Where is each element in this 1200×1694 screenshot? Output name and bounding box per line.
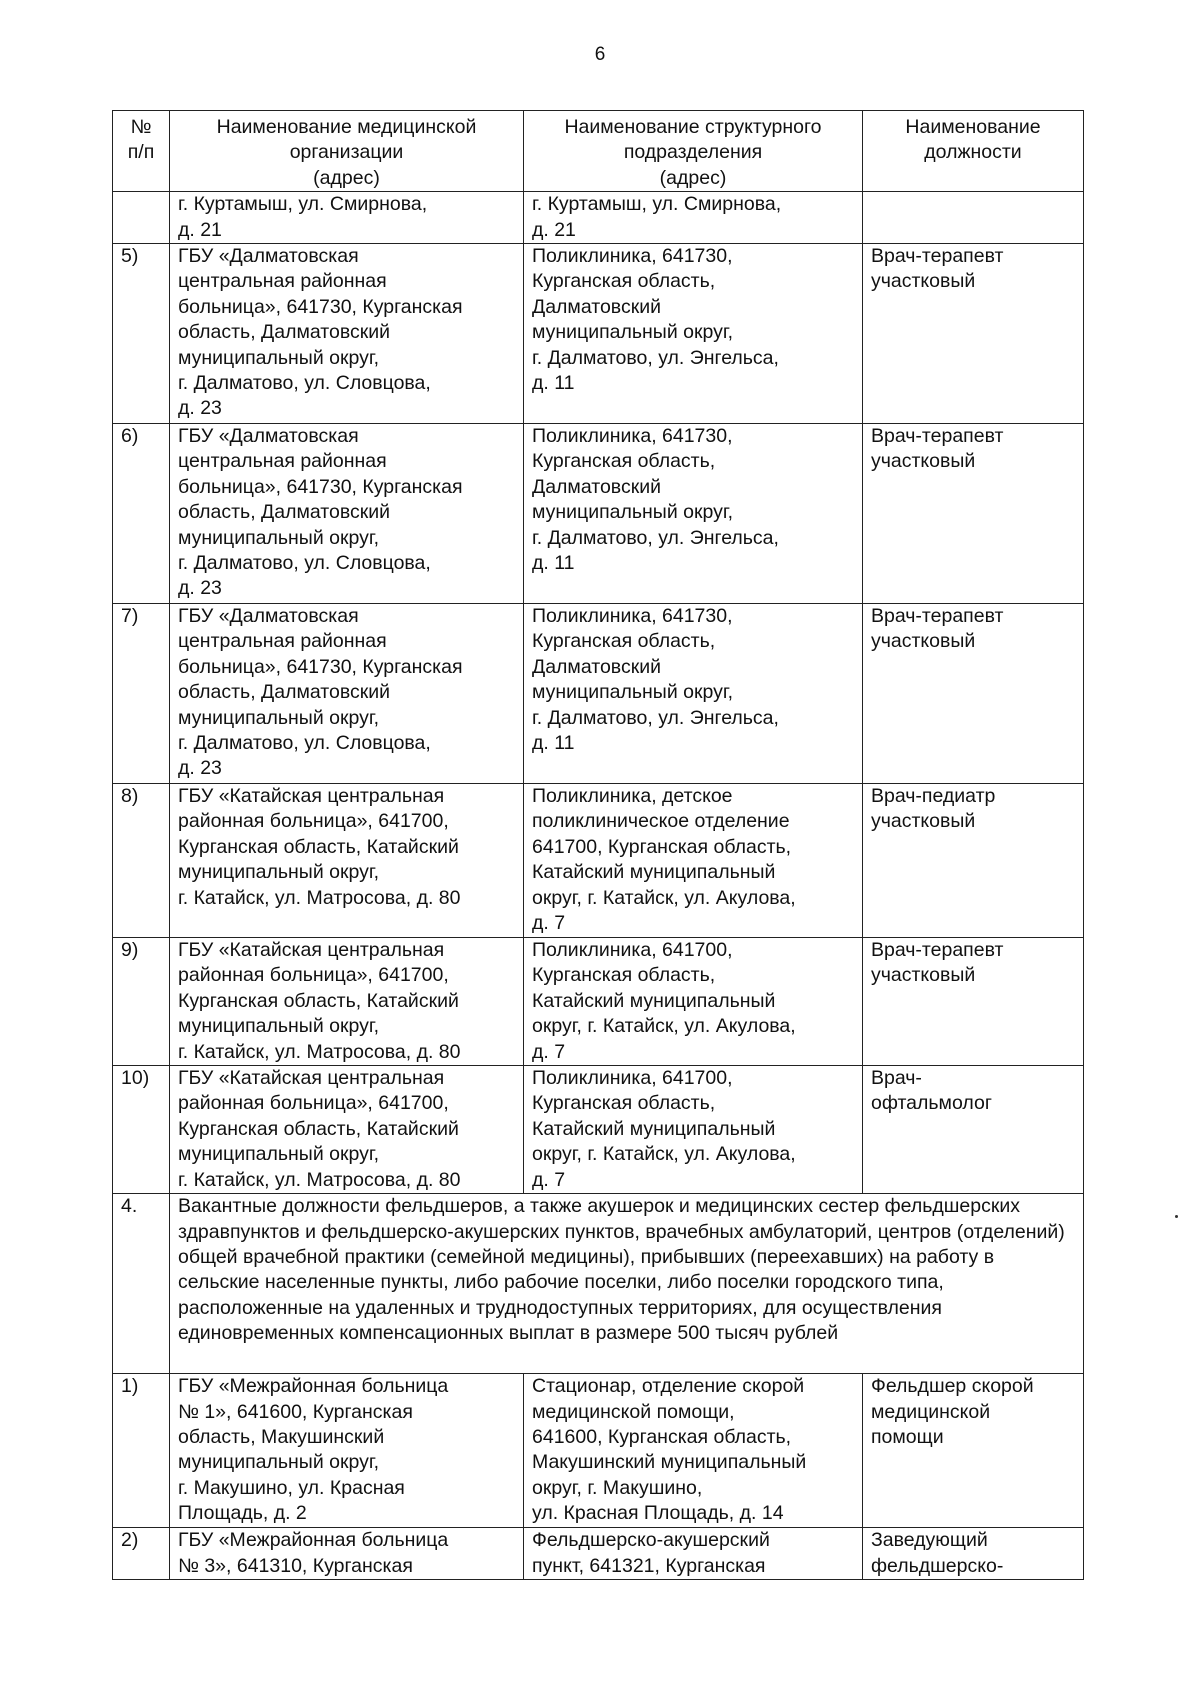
row-num: 6): [113, 424, 170, 604]
scan-speck: [1175, 1215, 1178, 1218]
row-num: 10): [113, 1066, 170, 1194]
table-row: [113, 604, 1084, 784]
row-position: Фельдшер скорой медицинской помощи: [863, 1374, 1084, 1528]
row-position: Врач-терапевт участковый: [863, 604, 1084, 784]
table-row: [113, 1066, 1084, 1194]
row-num: 7): [113, 604, 170, 784]
row-num: 9): [113, 938, 170, 1066]
row-num: [113, 192, 170, 244]
row-position: Врач-терапевт участковый: [863, 424, 1084, 604]
section-text: Вакантные должности фельдшеров, а также акушерок и медицинских сестер фельдшерских здравпунктов и фельдшерско-акушерских пунктов, врачебных амбулаторий, центров (отделений) общей врачебной практики (семейной медицины), прибывших (переехавших) на работу в сельские населенные пункты, либо рабочие поселки, либо поселки городского типа, расположенные на удаленных и труднодоступных территориях, для осуществления единовременных компенсационных выплат в размере 500 тысяч рублей: [170, 1194, 1084, 1374]
header-organization: Наименование медицинской организации (адрес): [170, 111, 524, 192]
row-num: 1): [113, 1374, 170, 1528]
row-position: Врач- офтальмолог: [863, 1066, 1084, 1194]
row-unit: Поликлиника, детское поликлиническое отделение 641700, Курганская область, Катайский муниципальный округ, г. Катайск, ул. Акулова, д. 7: [524, 784, 863, 938]
section-row: [113, 1194, 1084, 1374]
row-unit: Поликлиника, 641730, Курганская область, Далматовский муниципальный округ, г. Далматово, ул. Энгельса, д. 11: [524, 244, 863, 424]
row-position: [863, 192, 1084, 244]
table-row: [113, 1528, 1084, 1580]
table-row: [113, 192, 1084, 244]
row-position: Заведующий фельдшерско-: [863, 1528, 1084, 1580]
row-unit: Поликлиника, 641700, Курганская область, Катайский муниципальный округ, г. Катайск, ул. Акулова, д. 7: [524, 1066, 863, 1194]
row-position: Врач-терапевт участковый: [863, 244, 1084, 424]
vacancy-table: [112, 110, 1084, 1580]
header-num: № п/п: [113, 111, 170, 192]
header-unit: Наименование структурного подразделения (адрес): [524, 111, 863, 192]
table-row: [113, 424, 1084, 604]
row-organization: г. Куртамыш, ул. Смирнова, д. 21: [170, 192, 524, 244]
row-unit: Фельдшерско-акушерский пункт, 641321, Курганская: [524, 1528, 863, 1580]
section-num: 4.: [113, 1194, 170, 1374]
table-row: [113, 1374, 1084, 1528]
page-number: 6: [594, 44, 606, 65]
row-unit: Поликлиника, 641730, Курганская область, Далматовский муниципальный округ, г. Далматово, ул. Энгельса, д. 11: [524, 604, 863, 784]
header-position: Наименование должности: [863, 111, 1084, 192]
row-unit: Поликлиника, 641730, Курганская область, Далматовский муниципальный округ, г. Далматово, ул. Энгельса, д. 11: [524, 424, 863, 604]
row-position: Врач-педиатр участковый: [863, 784, 1084, 938]
row-organization: ГБУ «Далматовская центральная районная больница», 641730, Курганская область, Далматовский муниципальный округ, г. Далматово, ул. Словцова, д. 23: [170, 244, 524, 424]
row-organization: ГБУ «Межрайонная больница № 3», 641310, Курганская: [170, 1528, 524, 1580]
row-organization: ГБУ «Далматовская центральная районная больница», 641730, Курганская область, Далматовский муниципальный округ, г. Далматово, ул. Словцова, д. 23: [170, 604, 524, 784]
row-num: 5): [113, 244, 170, 424]
row-num: 2): [113, 1528, 170, 1580]
row-position: Врач-терапевт участковый: [863, 938, 1084, 1066]
row-organization: ГБУ «Далматовская центральная районная больница», 641730, Курганская область, Далматовский муниципальный округ, г. Далматово, ул. Словцова, д. 23: [170, 424, 524, 604]
row-unit: Поликлиника, 641700, Курганская область, Катайский муниципальный округ, г. Катайск, ул. Акулова, д. 7: [524, 938, 863, 1066]
row-unit: Стационар, отделение скорой медицинской помощи, 641600, Курганская область, Макушинский муниципальный округ, г. Макушино, ул. Красная Площадь, д. 14: [524, 1374, 863, 1528]
table-header-row: [113, 111, 1084, 192]
row-organization: ГБУ «Катайская центральная районная больница», 641700, Курганская область, Катайский муниципальный округ, г. Катайск, ул. Матросова, д. 80: [170, 938, 524, 1066]
table-row: [113, 938, 1084, 1066]
table-row: [113, 784, 1084, 938]
row-unit: г. Куртамыш, ул. Смирнова, д. 21: [524, 192, 863, 244]
table-row: [113, 244, 1084, 424]
row-num: 8): [113, 784, 170, 938]
row-organization: ГБУ «Катайская центральная районная больница», 641700, Курганская область, Катайский муниципальный округ, г. Катайск, ул. Матросова, д. 80: [170, 1066, 524, 1194]
row-organization: ГБУ «Межрайонная больница № 1», 641600, Курганская область, Макушинский муниципальный округ, г. Макушино, ул. Красная Площадь, д. 2: [170, 1374, 524, 1528]
row-organization: ГБУ «Катайская центральная районная больница», 641700, Курганская область, Катайский муниципальный округ, г. Катайск, ул. Матросова, д. 80: [170, 784, 524, 938]
